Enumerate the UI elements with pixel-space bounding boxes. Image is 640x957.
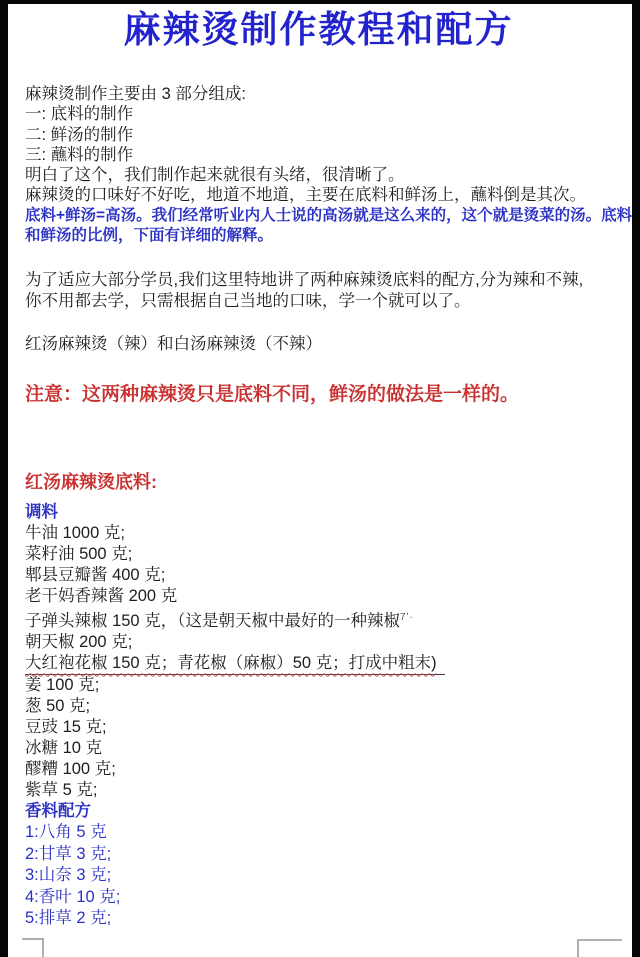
seasoning-item: 姜 100 克; — [25, 676, 100, 695]
seasoning-item: 朝天椒 200 克; — [25, 633, 133, 652]
spice-item: 2:甘草 3 克; — [25, 844, 112, 863]
audience-line: 为了适应大部分学员,我们这里特地讲了两种麻辣烫底料的配方,分为辣和不辣, — [25, 271, 584, 290]
intro-line: 明白了这个，我们制作起来就很有头绪，很清晰了。 — [25, 166, 405, 185]
audience-line: 你不用都去学，只需根据自己当地的口味，学一个就可以了。 — [25, 291, 471, 310]
variants-section — [25, 334, 612, 354]
spice-list — [25, 822, 612, 930]
seasoning-item-chili-text: 子弹头辣椒 150 克，（这是朝天椒中最好的一种辣椒 — [25, 612, 400, 631]
seasoning-item: 冰糖 10 克 — [25, 739, 103, 758]
red-soup-heading: 红汤麻辣烫底料: — [25, 472, 157, 493]
intro-line: 一: 底料的制作 — [25, 105, 134, 124]
spice-item: 5:排草 2 克; — [25, 909, 112, 928]
seasoning-item: 郫县豆瓣酱 400 克; — [25, 566, 166, 585]
seasoning-item-chili — [25, 607, 612, 632]
seasoning-heading-section — [25, 502, 612, 523]
intro-section — [25, 84, 612, 206]
intro-line: 麻辣烫制作主要由 3 部分组成: — [25, 85, 246, 103]
spice-heading: 香料配方 — [25, 802, 91, 821]
seasoning-item: 醪糟 100 克; — [25, 760, 116, 779]
spice-item: 3:山奈 3 克; — [25, 866, 112, 885]
doc-title: 麻辣烫制作教程和配方 — [123, 9, 514, 50]
seasoning-item: 豆豉 15 克; — [25, 718, 107, 737]
underlined-pepper-text: 大红袍花椒 150 克；青花椒（麻椒）50 克；打成中粗末) — [25, 653, 445, 675]
notice-line: 注意：这两种麻辣烫只是底料不同，鲜汤的做法是一样的。 — [25, 384, 520, 406]
page-corner-mark-right — [577, 939, 622, 957]
notice-section — [25, 382, 612, 408]
seasoning-item: 牛油 1000 克; — [25, 524, 125, 543]
formula-line: 底料+鲜汤=高汤。我们经常听业内人士说的高汤就是这么来的，这个就是烫菜的汤。底料 — [25, 206, 633, 224]
seasoning-item: 紫草 5 克; — [25, 781, 98, 800]
intro-line: 二: 鲜汤的制作 — [25, 125, 134, 144]
formula-line: 和鲜汤的比例，下面有详细的解释。 — [25, 227, 274, 245]
page-content — [25, 4, 633, 930]
variants-line: 红汤麻辣烫（辣）和白汤麻辣烫（不辣） — [25, 334, 322, 353]
seasoning-heading: 调料 — [25, 503, 58, 522]
intro-line: 三: 蘸料的制作 — [25, 145, 134, 164]
red-soup-heading-section — [25, 470, 612, 494]
seasoning-item: 菜籽油 500 克; — [25, 545, 133, 564]
audience-paragraph — [25, 270, 612, 311]
screen-edge-left — [0, 0, 8, 957]
garbled-superscript-artifact: 7ʹ· — [399, 612, 414, 624]
soup-formula-note — [25, 206, 633, 247]
screen-edge-right — [632, 0, 640, 957]
seasoning-list — [25, 523, 612, 801]
spice-heading-section — [25, 801, 612, 822]
spice-item: 4:香叶 10 克; — [25, 887, 121, 906]
seasoning-item: 老干妈香辣酱 200 克 — [25, 587, 178, 606]
seasoning-item-pepper — [25, 653, 612, 675]
page-corner-mark-left — [22, 938, 44, 957]
seasoning-item: 葱 50 克; — [25, 697, 91, 716]
spice-item: 1:八角 5 克 — [25, 823, 107, 842]
intro-line: 麻辣烫的口味好不好吃，地道不地道，主要在底料和鲜汤上，蘸料倒是其次。 — [25, 186, 586, 205]
